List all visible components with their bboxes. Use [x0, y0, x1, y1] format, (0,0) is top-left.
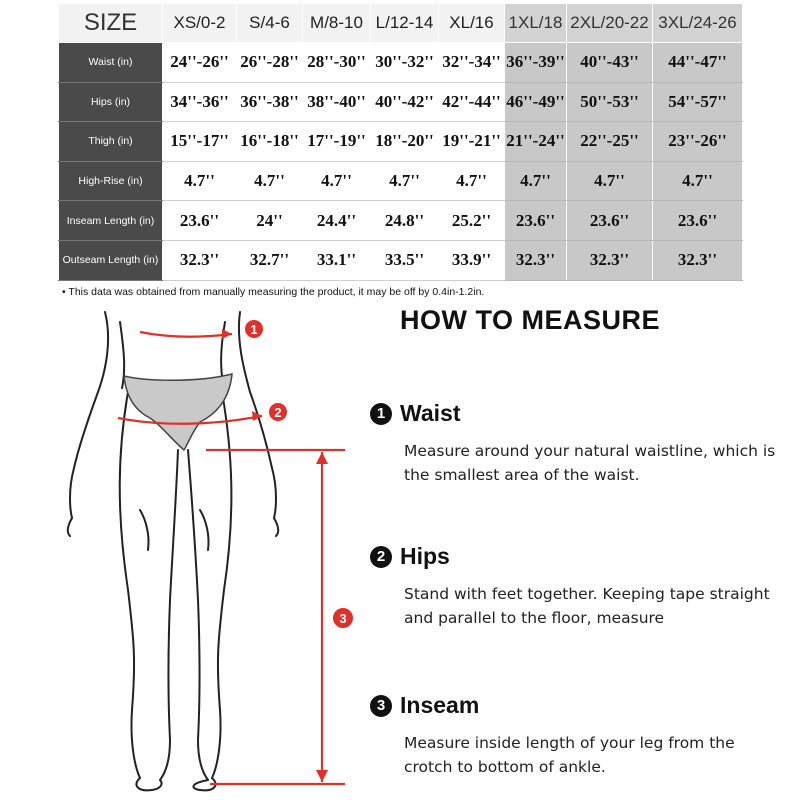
- step-inseam-heading: [370, 692, 780, 719]
- table-row: [59, 201, 743, 241]
- table-cell: 24''-26'': [163, 43, 237, 83]
- table-row: [59, 161, 743, 201]
- table-cell: 23.6'': [505, 201, 567, 241]
- table-cell: 38''-40'': [303, 82, 371, 122]
- step-waist-title: Waist: [400, 400, 461, 426]
- table-cell: 16''-18'': [237, 122, 303, 162]
- step-hips: [370, 543, 780, 630]
- table-cell: 40''-42'': [371, 82, 439, 122]
- step-waist: [370, 400, 780, 487]
- step-waist-text: Measure around your natural waistline, which is the smallest area of the waist.: [404, 442, 776, 484]
- step-3-number-icon: 3: [370, 695, 392, 717]
- size-header-cell: M/8-10: [303, 4, 371, 43]
- size-header-cell: S/4-6: [237, 4, 303, 43]
- table-row: [59, 122, 743, 162]
- table-cell: 54''-57'': [653, 82, 743, 122]
- table-cell: 24'': [237, 201, 303, 241]
- table-cell: 21''-24'': [505, 122, 567, 162]
- table-cell: 23.6'': [653, 201, 743, 241]
- table-cell: 4.7'': [505, 161, 567, 201]
- table-cell: 23.6'': [163, 201, 237, 241]
- step-hips-heading: [370, 543, 780, 570]
- table-cell: 33.5'': [371, 240, 439, 280]
- measure-arrowheads: [222, 329, 328, 782]
- table-cell: 46''-49'': [505, 82, 567, 122]
- size-table-body: [59, 43, 743, 281]
- size-header-cell: 3XL/24-26: [653, 4, 743, 43]
- table-cell: 36''-38'': [237, 82, 303, 122]
- table-cell: 4.7'': [371, 161, 439, 201]
- step-waist-heading: [370, 400, 780, 427]
- table-row: [59, 82, 743, 122]
- table-cell: 36''-39'': [505, 43, 567, 83]
- size-header-cell: XS/0-2: [163, 4, 237, 43]
- table-cell: 17''-19'': [303, 122, 371, 162]
- table-cell: 32.3'': [567, 240, 653, 280]
- table-cell: 32.7'': [237, 240, 303, 280]
- table-cell: 23''-26'': [653, 122, 743, 162]
- table-cell: 40''-43'': [567, 43, 653, 83]
- table-cell: 4.7'': [237, 161, 303, 201]
- table-cell: 33.1'': [303, 240, 371, 280]
- measurement-note: • This data was obtained from manually measuring the product, it may be off by 0.4in-1.2in.: [62, 286, 485, 298]
- table-cell: 28''-30'': [303, 43, 371, 83]
- marker-2-badge: [268, 402, 288, 422]
- table-cell: 18''-20'': [371, 122, 439, 162]
- marker-3-label: 3: [339, 611, 347, 626]
- table-cell: 19''-21'': [439, 122, 505, 162]
- row-label: Waist (in): [59, 43, 163, 83]
- body-measure-figure: [0, 300, 380, 800]
- table-cell: 42''-44'': [439, 82, 505, 122]
- table-cell: 23.6'': [567, 201, 653, 241]
- step-inseam-title: Inseam: [400, 692, 480, 718]
- step-inseam: [370, 692, 780, 779]
- table-cell: 26''-28'': [237, 43, 303, 83]
- table-cell: 32.3'': [163, 240, 237, 280]
- row-label: Inseam Length (in): [59, 201, 163, 241]
- table-cell: 44''-47'': [653, 43, 743, 83]
- step-hips-title: Hips: [400, 543, 450, 569]
- table-cell: 32.3'': [505, 240, 567, 280]
- table-cell: 24.4'': [303, 201, 371, 241]
- table-cell: 24.8'': [371, 201, 439, 241]
- row-label: High-Rise (in): [59, 161, 163, 201]
- size-header-row: [59, 4, 743, 43]
- how-to-measure-title: HOW TO MEASURE: [400, 305, 661, 335]
- table-cell: 15''-17'': [163, 122, 237, 162]
- table-cell: 4.7'': [303, 161, 371, 201]
- size-chart-table: [58, 3, 743, 281]
- table-cell: 33.9'': [439, 240, 505, 280]
- table-cell: 4.7'': [567, 161, 653, 201]
- size-header-cell: 1XL/18: [505, 4, 567, 43]
- table-cell: 32''-34'': [439, 43, 505, 83]
- row-label: Hips (in): [59, 82, 163, 122]
- marker-1-label: 1: [250, 322, 258, 337]
- table-cell: 34''-36'': [163, 82, 237, 122]
- marker-2-label: 2: [274, 405, 282, 420]
- row-label: Outseam Length (in): [59, 240, 163, 280]
- table-cell: 4.7'': [439, 161, 505, 201]
- table-cell: 32.3'': [653, 240, 743, 280]
- step-hips-text: Stand with feet together. Keeping tape straight and parallel to the floor, measure: [404, 585, 770, 627]
- marker-3-badge: [332, 607, 354, 629]
- marker-1-badge: [244, 319, 264, 339]
- step-2-number-icon: 2: [370, 546, 392, 568]
- step-inseam-text: Measure inside length of your leg from the crotch to bottom of ankle.: [404, 734, 735, 776]
- table-cell: 25.2'': [439, 201, 505, 241]
- row-label: Thigh (in): [59, 122, 163, 162]
- table-cell: 50''-53'': [567, 82, 653, 122]
- size-corner-label: SIZE: [59, 4, 163, 43]
- size-header-cell: 2XL/20-22: [567, 4, 653, 43]
- table-cell: 4.7'': [163, 161, 237, 201]
- table-cell: 30''-32'': [371, 43, 439, 83]
- size-header-cell: L/12-14: [371, 4, 439, 43]
- table-row: [59, 43, 743, 83]
- underwear-shape: [124, 374, 232, 450]
- size-header-cell: XL/16: [439, 4, 505, 43]
- table-row: [59, 240, 743, 280]
- table-cell: 22''-25'': [567, 122, 653, 162]
- table-cell: 4.7'': [653, 161, 743, 201]
- step-1-number-icon: 1: [370, 403, 392, 425]
